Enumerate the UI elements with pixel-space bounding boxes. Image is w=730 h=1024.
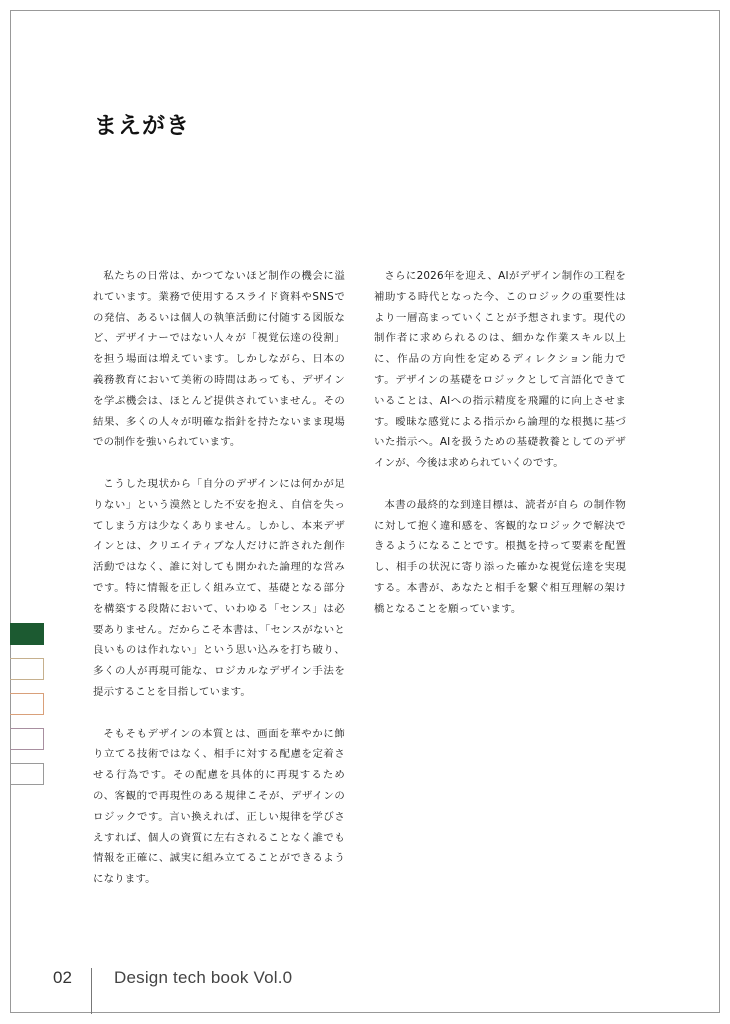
chapter-tab-1[interactable] <box>10 623 44 645</box>
paragraph: 本書の最終的な到達目標は、読者が自ら の制作物に対して抱く違和感を、客観的なロジックで解決できるようになることです。根拠を持って要素を配置し、相手の状況に寄り添った確かな視覚伝達を実現する。本書が、あなたと相手を繋ぐ相互理解の架け橋となることを願っています。 <box>374 498 626 615</box>
footer-divider <box>91 968 92 1014</box>
chapter-tab-3[interactable] <box>10 693 44 715</box>
left-column <box>93 266 345 911</box>
chapter-tab-5[interactable] <box>10 763 44 785</box>
paragraph: こうした現状から「自分のデザインには何かが足りない」という漠然とした不安を抱え、自信を失ってしまう方は少なくありません。しかし、本来デザインとは、クリエイティブな人だけに許された創作活動ではなく、誰に対しても開かれた論理的な営みです。特に情報を正しく組み立て、基礎となる部分を構築する段階において、いわゆる「センス」は必要ありません。だからこそ本書は、「センスがないと良いものは作れない」という思い込みを打ち破り、多くの人が再現可能な、ロジカルなデザイン手法を提示することを目指しています。 <box>93 477 345 698</box>
paragraph: そもそもデザインの本質とは、画面を華やかに飾り立てる技術ではなく、相手に対する配慮を定着させる行為です。その配慮を具体的に再現するための、客観的で再現性のある規律こそが、デザインのロジックです。言い換えれば、正しい規律を学びさえすれば、個人の資質に左右されることなく誰でも情報を正確に、誠実に組み立てることができるようになります。 <box>93 727 345 886</box>
page-title: まえがき <box>94 113 190 139</box>
paragraph: さらに2026年を迎え、AIがデザイン制作の工程を補助する時代となった今、このロジックの重要性はより一層高まっていくことが予想されます。現代の制作者に求められるのは、細かな作業スキル以上に、作品の方向性を定めるディレクション能力です。デザインの基礎をロジックとして言語化できていることは、AIへの指示精度を飛躍的に向上させます。曖昧な感覚による指示から論理的な根拠に基づいた指示へ。AIを扱うための基礎教養としてのデザインが、今後は求められていくのです。 <box>374 270 626 470</box>
paragraph: 私たちの日常は、かつてないほど制作の機会に溢れています。業務で使用するスライド資料やSNSでの発信、あるいは個人の執筆活動に付随する図版など、デザイナーではない人々が「視覚伝達の役割」を担う場面は増えています。しかしながら、日本の義務教育において美術の時間はあっても、デザインを学ぶ機会は、ほとんど提供されていません。その結果、多くの人々が明確な指針を持たないまま現場での制作を強いられています。 <box>93 270 345 449</box>
book-title: Design tech book Vol.0 <box>114 968 293 987</box>
right-column <box>374 266 626 640</box>
page-number: 02 <box>53 968 72 987</box>
chapter-tab-4[interactable] <box>10 728 44 750</box>
chapter-tab-2[interactable] <box>10 658 44 680</box>
